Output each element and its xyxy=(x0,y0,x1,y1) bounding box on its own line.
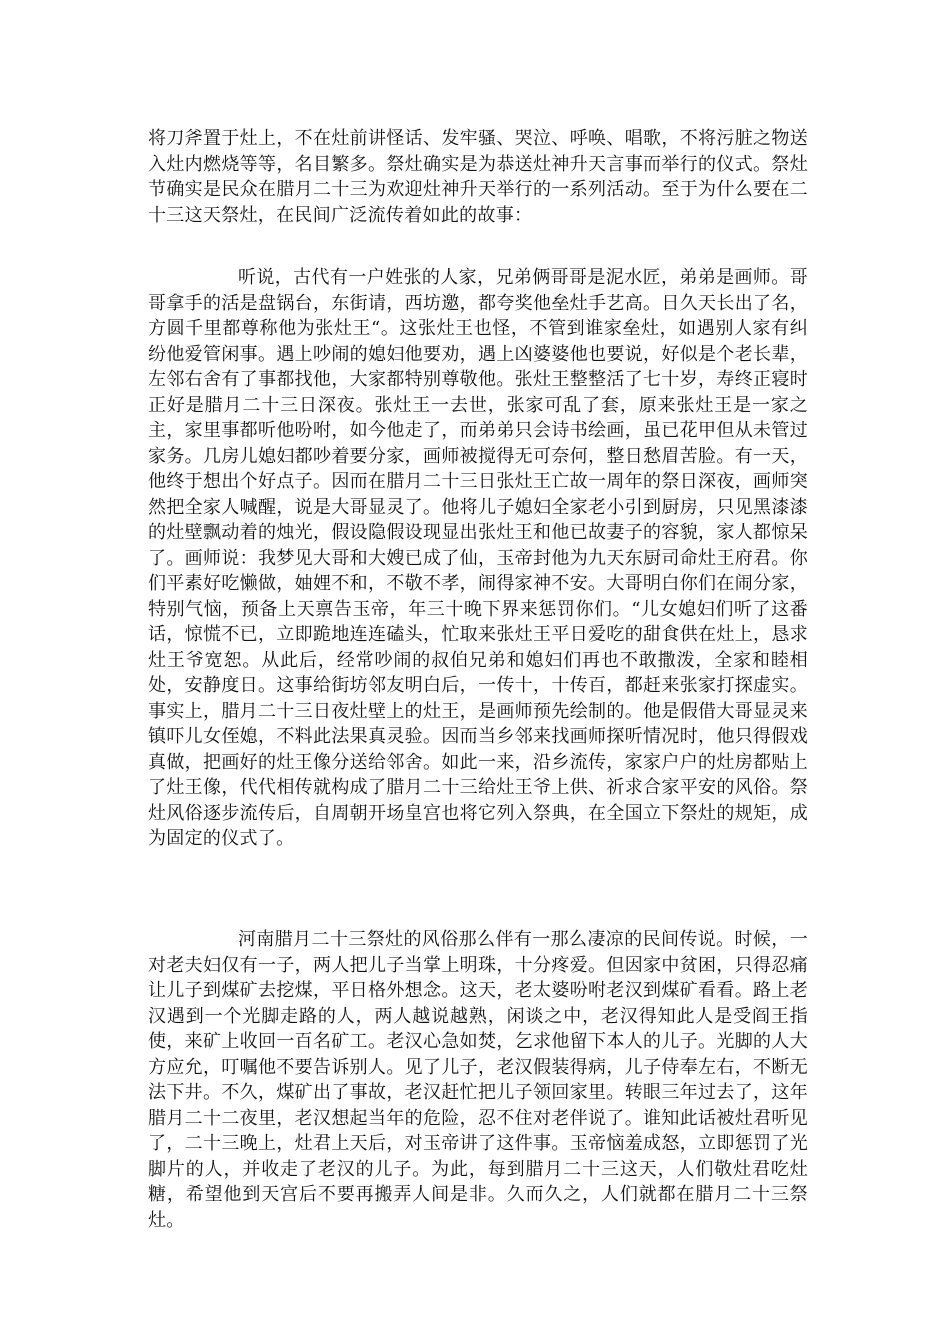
paragraph-henan-legend: 河南腊月二十三祭灶的风俗那么伴有一那么凄凉的民间传说。时候，一对老夫妇仅有一子，两人把儿子当掌上明珠，十分疼爱。但因家中贫困，只得忍痛让儿子到煤矿去挖煤，平日格外想念。这天，老太婆吩咐老汉到煤矿看看。路上老汉遇到一个光脚走路的人，两人越说越熟，闲谈之中，老汉得知此人是受阎王指使，来矿上收回一百名矿工。老汉心急如焚，乞求他留下本人的儿子。光脚的人大方应允，叮嘱他不要告诉别人。见了儿子，老汉假装得病，儿子侍奉左右，不断无法下井。不久，煤矿出了事故，老汉赶忙把儿子领回家里。转眼三年过去了，这年腊月二十二夜里，老汉想起当年的危险，忍不住对老伴说了。谁知此话被灶君听见了，二十三晚上，灶君上天后，对玉帝讲了这件事。玉帝恼羞成怒，立即惩罚了光脚片的人，并收走了老汉的儿子。为此，每到腊月二十三这天，人们敬灶君吃灶糖，希望他到天宫后不要再搬弄人间是非。久而久之，人们就都在腊月二十三祭灶。 xyxy=(148,929,808,1231)
paragraph-zhang-zaowang-story: 听说，古代有一户姓张的人家，兄弟俩哥哥是泥水匠，弟弟是画师。哥哥拿手的活是盘锅台，东街请，西坊邀，都夸奖他垒灶手艺高。日久天长出了名，方圆千里都尊称他为张灶王“。这张灶王也怪，不管到谁家垒灶，如遇别人家有纠纷他爱管闲事。遇上吵闹的媳妇他要劝，遇上凶婆婆他也要说，好似是个老长辈，左邻右舍有了事都找他，大家都特别尊敬他。张灶王整整活了七十岁，寿终正寝时正好是腊月二十三日深夜。张灶王一去世，张家可乱了套，原来张灶王是一家之主，家里事都听他吩咐，如今他走了，而弟弟只会诗书绘画，虽已花甲但从未管过家务。几房儿媳妇都吵着要分家，画师被搅得无可奈何，整日愁眉苦脸。有一天，他终于想出个好点子。因而在腊月二十三日张灶王亡故一周年的祭日深夜，画师突然把全家人喊醒，说是大哥显灵了。他将儿子媳妇全家老小引到厨房，只见黑漆漆的灶壁飘动着的烛光，假设隐假设现显出张灶王和他已故妻子的容貌，家人都惊呆了。画师说：我梦见大哥和大嫂已成了仙，玉帝封他为九天东厨司命灶王府君。你们平素好吃懒做，妯娌不和，不敬不孝，闹得家神不安。大哥明白你们在闹分家，特别气恼，预备上天禀告玉帝，年三十晚下界来惩罚你们。“儿女媳妇们听了这番话，惊慌不已，立即跪地连连磕头，忙取来张灶王平日爱吃的甜食供在灶上，恳求灶王爷宽恕。从此后，经常吵闹的叔伯兄弟和媳妇们再也不敢撒泼，全家和睦相处，安静度日。这事给街坊邻友明白后，一传十，十传百，都赶来张家打探虚实。事实上，腊月二十三日夜灶壁上的灶王，是画师预先绘制的。他是假借大哥显灵来镇吓儿女侄媳，不料此法果真灵验。因而当乡邻来找画师探听情况时，他只得假戏真做，把画好的灶王像分送给邻舍。如此一来，沿乡流传，家家户户的灶房都贴上了灶王像，代代相传就构成了腊月二十三给灶王爷上供、祈求合家平安的风俗。祭灶风俗逐步流传后，自周朝开场皇宫也将它列入祭典，在全国立下祭灶的规矩，成为固定的仪式了。 xyxy=(148,267,808,849)
paragraph-continuation: 将刀斧置于灶上，不在灶前讲怪话、发牢骚、哭泣、呼唤、唱歌，不将污脏之物送入灶内燃烧等等，名目繁多。祭灶确实是为恭送灶神升天言事而举行的仪式。祭灶节确实是民众在腊月二十三为欢迎灶神升天举行的一系列活动。至于为什么要在二十三这天祭灶，在民间广泛流传着如此的故事： xyxy=(148,128,808,226)
